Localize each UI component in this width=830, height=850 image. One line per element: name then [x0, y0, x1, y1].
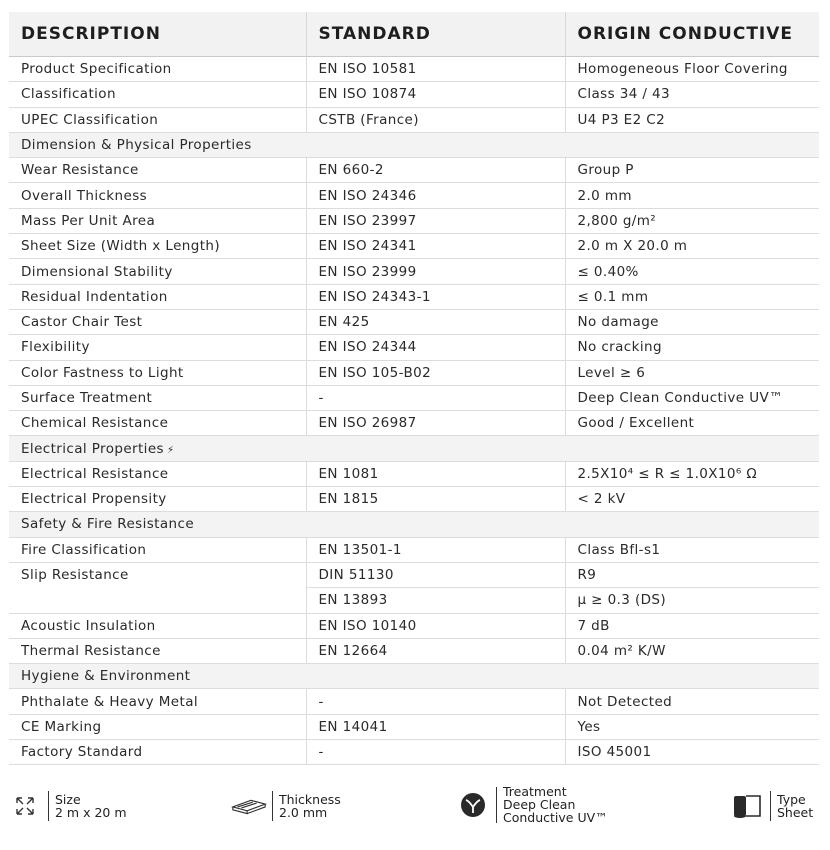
table-row — [9, 562, 819, 587]
cell-standard: DIN 51130 — [306, 562, 565, 587]
feature-divider — [770, 791, 771, 821]
section-title-text: Hygiene & Environment — [21, 668, 191, 685]
table-row — [9, 740, 819, 765]
header-description: DESCRIPTION — [9, 12, 306, 57]
cell-value: Homogeneous Floor Covering — [565, 57, 819, 82]
table-row — [9, 461, 819, 486]
cell-value: ≤ 0.40% — [565, 259, 819, 284]
cell-standard: CSTB (France) — [306, 107, 565, 132]
cell-value: 0.04 m² K/W — [565, 638, 819, 663]
cell-description: Castor Chair Test — [9, 309, 306, 334]
cell-standard: EN ISO 24346 — [306, 183, 565, 208]
cell-standard: EN ISO 26987 — [306, 411, 565, 436]
table-row — [9, 537, 819, 562]
expand-arrows-icon — [6, 789, 44, 823]
section-title-text: Electrical Properties — [21, 440, 164, 457]
table-row — [9, 638, 819, 663]
lightning-bolt-icon: ⚡ — [166, 444, 175, 456]
feature-thickness-value: 2.0 mm — [279, 805, 328, 820]
cell-description: UPEC Classification — [9, 107, 306, 132]
cell-value: Not Detected — [565, 689, 819, 714]
cell-value: No damage — [565, 309, 819, 334]
cell-description: Chemical Resistance — [9, 411, 306, 436]
cell-value: 2.5X10⁴ ≤ R ≤ 1.0X10⁶ Ω — [565, 461, 819, 486]
table-row — [9, 689, 819, 714]
spec-table-header — [9, 12, 819, 57]
cell-value: R9 — [565, 562, 819, 587]
cell-description: Slip Resistance — [9, 562, 306, 613]
cell-standard: EN ISO 23997 — [306, 208, 565, 233]
cell-description: Fire Classification — [9, 537, 306, 562]
cell-value: 2.0 mm — [565, 183, 819, 208]
cell-description: Factory Standard — [9, 740, 306, 765]
cell-description: Product Specification — [9, 57, 306, 82]
cell-standard: EN ISO 105-B02 — [306, 360, 565, 385]
table-row — [9, 411, 819, 436]
cell-standard: EN ISO 24344 — [306, 335, 565, 360]
cell-standard: EN ISO 10581 — [306, 57, 565, 82]
spec-sheet — [9, 12, 819, 765]
section-title — [9, 664, 819, 689]
cell-standard: EN ISO 10140 — [306, 613, 565, 638]
feature-divider — [496, 787, 497, 823]
cell-standard: - — [306, 385, 565, 410]
cell-value: 2,800 g/m² — [565, 208, 819, 233]
header-origin-conductive: ORIGIN CONDUCTIVE — [565, 12, 819, 57]
cell-value: ISO 45001 — [565, 740, 819, 765]
feature-treatment-line2: Deep Clean — [503, 797, 576, 812]
table-row — [9, 335, 819, 360]
cell-description: Residual Indentation — [9, 284, 306, 309]
section-title — [9, 436, 819, 461]
section-row — [9, 436, 819, 461]
feature-treatment — [454, 785, 608, 824]
cell-value: U4 P3 E2 C2 — [565, 107, 819, 132]
cell-standard: EN 425 — [306, 309, 565, 334]
cell-standard: EN ISO 10874 — [306, 82, 565, 107]
table-row — [9, 107, 819, 132]
cell-standard: EN 13893 — [306, 588, 565, 613]
table-row — [9, 714, 819, 739]
feature-bar — [0, 785, 830, 835]
cell-value: μ ≥ 0.3 (DS) — [565, 588, 819, 613]
feature-thickness-label: Thickness — [279, 792, 341, 807]
feature-type-value: Sheet — [777, 805, 814, 820]
cell-description: Sheet Size (Width x Length) — [9, 234, 306, 259]
section-title-text: Dimension & Physical Properties — [21, 137, 252, 154]
table-row — [9, 613, 819, 638]
table-row — [9, 234, 819, 259]
cell-description: Phthalate & Heavy Metal — [9, 689, 306, 714]
table-row — [9, 208, 819, 233]
cell-value: 7 dB — [565, 613, 819, 638]
cell-value: Class 34 / 43 — [565, 82, 819, 107]
cell-value: Group P — [565, 158, 819, 183]
cell-value: Class Bfl-s1 — [565, 537, 819, 562]
section-row — [9, 132, 819, 157]
cell-value: No cracking — [565, 335, 819, 360]
table-row — [9, 57, 819, 82]
feature-divider — [272, 791, 273, 821]
spec-table-body — [9, 57, 819, 765]
cell-standard: EN 1081 — [306, 461, 565, 486]
cell-standard: EN ISO 24341 — [306, 234, 565, 259]
table-row — [9, 385, 819, 410]
feature-size-label: Size — [55, 792, 81, 807]
cell-standard: EN 660-2 — [306, 158, 565, 183]
spec-table — [9, 12, 819, 765]
table-row — [9, 360, 819, 385]
cell-standard: - — [306, 689, 565, 714]
cell-standard: EN ISO 23999 — [306, 259, 565, 284]
layer-sheet-icon — [230, 789, 268, 823]
cell-description: Overall Thickness — [9, 183, 306, 208]
section-title — [9, 132, 819, 157]
roll-sheet-icon — [728, 789, 766, 823]
cell-standard: - — [306, 740, 565, 765]
section-title — [9, 512, 819, 537]
cell-value: < 2 kV — [565, 487, 819, 512]
feature-treatment-line3: Conductive UV™ — [503, 810, 608, 825]
feature-type — [728, 789, 813, 823]
cell-description: Dimensional Stability — [9, 259, 306, 284]
cell-standard: EN 13501-1 — [306, 537, 565, 562]
cell-value: Yes — [565, 714, 819, 739]
section-row — [9, 664, 819, 689]
cell-description: Classification — [9, 82, 306, 107]
section-row — [9, 512, 819, 537]
table-row — [9, 183, 819, 208]
feature-size-value: 2 m x 20 m — [55, 805, 127, 820]
section-title-text: Safety & Fire Resistance — [21, 516, 195, 533]
cell-description: Color Fastness to Light — [9, 360, 306, 385]
feature-thickness — [230, 789, 341, 823]
table-row — [9, 309, 819, 334]
cell-description: Acoustic Insulation — [9, 613, 306, 638]
treatment-shield-icon — [454, 788, 492, 822]
cell-description: Electrical Propensity — [9, 487, 306, 512]
table-row — [9, 284, 819, 309]
cell-description: Flexibility — [9, 335, 306, 360]
cell-value: ≤ 0.1 mm — [565, 284, 819, 309]
cell-value: Deep Clean Conductive UV™ — [565, 385, 819, 410]
feature-treatment-label: Treatment — [503, 784, 567, 799]
cell-description: Wear Resistance — [9, 158, 306, 183]
feature-type-label: Type — [777, 792, 806, 807]
cell-description: Electrical Resistance — [9, 461, 306, 486]
feature-size — [6, 789, 127, 823]
table-row — [9, 82, 819, 107]
cell-description: Surface Treatment — [9, 385, 306, 410]
cell-value: Good / Excellent — [565, 411, 819, 436]
cell-standard: EN 12664 — [306, 638, 565, 663]
header-standard: STANDARD — [306, 12, 565, 57]
cell-standard: EN 1815 — [306, 487, 565, 512]
feature-divider — [48, 791, 49, 821]
table-row — [9, 158, 819, 183]
cell-standard: EN ISO 24343-1 — [306, 284, 565, 309]
cell-description: Mass Per Unit Area — [9, 208, 306, 233]
cell-value: 2.0 m X 20.0 m — [565, 234, 819, 259]
table-row — [9, 487, 819, 512]
cell-description: CE Marking — [9, 714, 306, 739]
cell-value: Level ≥ 6 — [565, 360, 819, 385]
table-row — [9, 259, 819, 284]
cell-description: Thermal Resistance — [9, 638, 306, 663]
cell-standard: EN 14041 — [306, 714, 565, 739]
